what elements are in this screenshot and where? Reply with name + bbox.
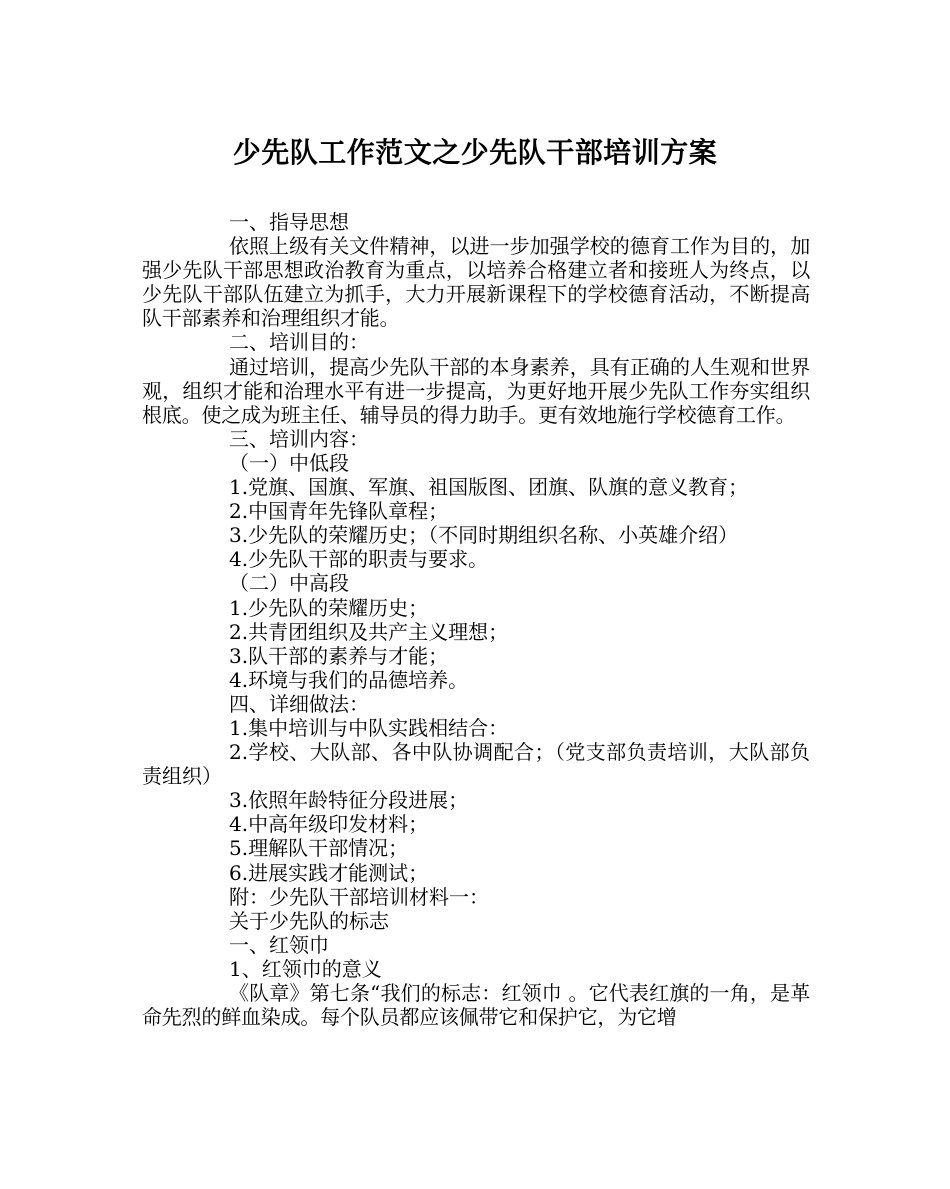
list-item: 4.环境与我们的品德培养。: [229, 667, 469, 692]
list-item: 5.理解队干部情况；: [229, 836, 409, 861]
heading-training-content: 三、培训内容：: [229, 426, 369, 451]
list-item: 3.少先队的荣耀历史；（不同时期组织名称、小英雄介绍）: [229, 523, 739, 548]
list-item: 2.学校、大队部、各中队协调配合；（党支部负责培训，大队部负责组织）: [142, 740, 810, 789]
heading-detailed-methods: 四、详细做法：: [229, 691, 369, 716]
appendix-subtitle: 关于少先队的标志: [229, 908, 389, 933]
list-item: 1.集中培训与中队实践相结合：: [229, 715, 509, 740]
subheading-upper-grades: （二）中高段: [229, 571, 349, 596]
list-item: 3.队干部的素养与才能；: [229, 643, 449, 668]
list-item: 6.进展实践才能测试；: [229, 860, 429, 885]
list-item: 1.党旗、国旗、军旗、祖国版图、团旗、队旗的意义教育；: [229, 475, 749, 500]
heading-training-purpose: 二、培训目的：: [229, 330, 369, 355]
heading-guiding-thought: 一、指导思想: [229, 210, 349, 234]
document-body: [142, 210, 810, 1029]
subheading-lower-grades: （一）中低段: [229, 450, 349, 475]
subheading-red-scarf-meaning: 1、红领巾的意义: [229, 956, 382, 981]
list-item: 2.中国青年先锋队章程；: [229, 499, 449, 524]
paragraph-red-scarf: 《队章》第七条“我们的标志：红领巾 。它代表红旗的一角，是革命先烈的鲜血染成。每个队员都应该佩带它和保护它，为它增: [142, 981, 810, 1030]
list-item: 4.中高年级印发材料；: [229, 812, 429, 837]
heading-red-scarf: 一、红领巾: [229, 932, 329, 957]
paragraph-training-purpose: 通过培训，提高少先队干部的本身素养，具有正确的人生观和世界观，组织才能和治理水平有进一步提高，为更好地开展少先队工作夯实组织根底。使之成为班主任、辅导员的得力助手。更有效地施行学校德育工作。: [142, 354, 810, 427]
document-title: 少先队工作范文之少先队干部培训方案: [232, 136, 718, 169]
paragraph-guiding-thought: 依照上级有关文件精神，以进一步加强学校的德育工作为目的，加强少先队干部思想政治教育为重点，以培养合格建立者和接班人为终点，以少先队干部队伍建立为抓手，大力开展新课程下的学校德育活动，不断提高队干部素养和治理组织才能。: [142, 234, 810, 331]
list-item: 2.共青团组织及共产主义理想；: [229, 619, 509, 644]
list-item: 1.少先队的荣耀历史；: [229, 595, 429, 620]
list-item: 3.依照年龄特征分段进展；: [229, 788, 469, 813]
list-item: 4.少先队干部的职责与要求。: [229, 547, 489, 572]
appendix-heading: 附：少先队干部培训材料一：: [229, 884, 489, 909]
